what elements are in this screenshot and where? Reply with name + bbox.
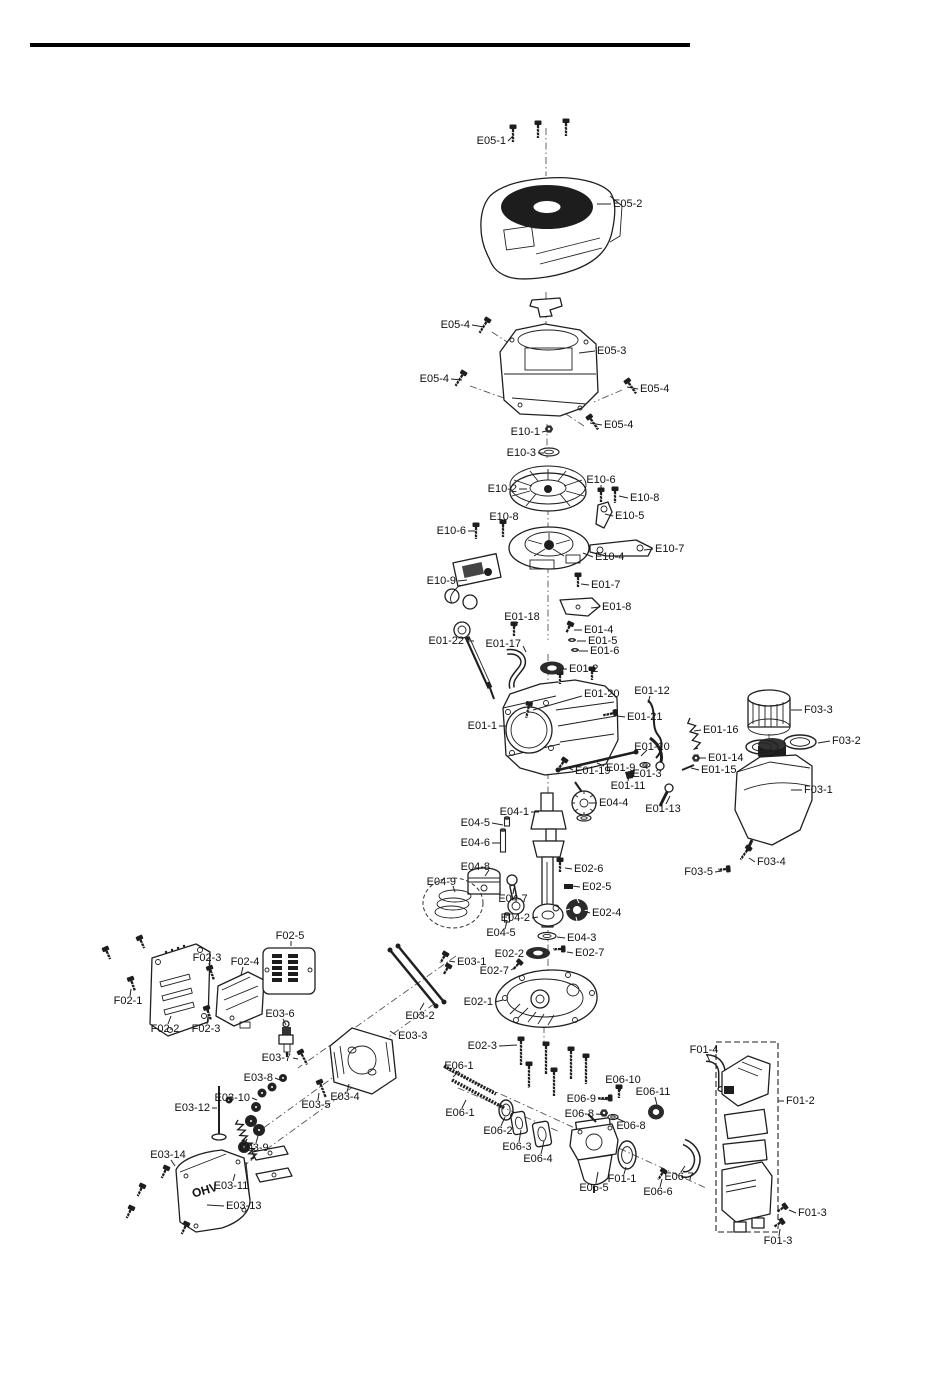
svg-text:E01-18: E01-18 (504, 610, 540, 623)
part-label-e02-6 (565, 863, 603, 875)
svg-text:F02-1: F02-1 (113, 994, 143, 1007)
spring-part (688, 718, 700, 749)
part-label-e03-1 (449, 956, 486, 968)
svg-text:E10-1: E10-1 (510, 425, 540, 438)
svg-text:E01-16: E01-16 (703, 723, 739, 736)
nut-part (692, 754, 700, 761)
bolt-part (296, 1048, 310, 1066)
pin-part (505, 817, 510, 826)
retainer-part (251, 1102, 261, 1112)
svg-text:E05-1: E05-1 (476, 134, 506, 147)
bolt-part (563, 620, 574, 633)
svg-text:E02-2: E02-2 (494, 947, 524, 960)
svg-text:E04-6: E04-6 (460, 836, 490, 849)
bolt-part (543, 1042, 550, 1075)
bolt-part (575, 573, 582, 588)
woodruff-key-shape (564, 884, 573, 889)
svg-text:E03-1: E03-1 (457, 955, 487, 968)
part-label-e03-8 (244, 1072, 280, 1084)
svg-text:F01-4: F01-4 (689, 1043, 719, 1056)
part-label-f03-3 (791, 704, 833, 716)
svg-text:E01-13: E01-13 (645, 802, 681, 815)
part-label-e01-3 (632, 765, 661, 780)
svg-text:E06-10: E06-10 (605, 1073, 641, 1086)
part-label-e04-9 (427, 876, 456, 892)
svg-text:E03-10: E03-10 (214, 1091, 250, 1104)
bolt-part (623, 377, 639, 395)
part-label-e05-4 (441, 319, 484, 331)
nut-part (600, 1109, 608, 1116)
part-label-e01-1 (468, 720, 507, 732)
part-label-e06-8 (616, 1118, 646, 1132)
bolt-part (159, 1164, 171, 1179)
svg-text:E10-6: E10-6 (586, 473, 616, 486)
svg-text:E06-6: E06-6 (643, 1185, 673, 1198)
part-label-e01-21 (617, 711, 662, 723)
part-label-f03-2 (818, 735, 861, 747)
svg-text:E01-5: E01-5 (588, 634, 618, 647)
svg-text:E04-4: E04-4 (599, 796, 629, 809)
bolt-part (441, 962, 453, 975)
svg-text:E06-4: E06-4 (523, 1152, 553, 1165)
svg-text:E06-3: E06-3 (502, 1140, 532, 1153)
pin-part (501, 829, 506, 852)
bolt-part (718, 865, 731, 873)
part-label-e03-6 (265, 1008, 294, 1025)
svg-text:E03-14: E03-14 (150, 1148, 186, 1161)
bolt-part (135, 934, 147, 949)
washer-part (539, 448, 559, 456)
svg-text:E03-4: E03-4 (330, 1090, 360, 1103)
part-label-e01-2 (560, 663, 598, 675)
part-label-e05-1 (477, 135, 513, 147)
svg-text:E01-21: E01-21 (627, 710, 663, 723)
part-label-e01-7 (581, 579, 620, 591)
starter-bracket-shape (530, 298, 562, 317)
svg-text:E01-14: E01-14 (708, 751, 744, 764)
washer-part (538, 933, 556, 940)
part-label-f03-5 (684, 866, 722, 878)
svg-text:F01-2: F01-2 (786, 1094, 815, 1107)
svg-text:E05-4: E05-4 (440, 318, 470, 331)
svg-text:E04-8: E04-8 (460, 860, 490, 873)
bolt-part (585, 413, 601, 431)
svg-text:E01-3: E01-3 (632, 767, 662, 780)
retainer-part (245, 1115, 257, 1127)
svg-text:E03-5: E03-5 (301, 1098, 331, 1111)
part-label-e04-1 (500, 806, 539, 818)
crankcase-cover-shape (496, 970, 597, 1027)
svg-text:E06-1: E06-1 (444, 1059, 474, 1072)
part-label-f02-5 (276, 930, 305, 946)
svg-text:E01-7: E01-7 (591, 578, 621, 591)
svg-text:E10-9: E10-9 (426, 574, 456, 587)
part-label-e01-15 (691, 764, 736, 776)
svg-text:E03-13: E03-13 (226, 1199, 262, 1212)
svg-text:E06-8: E06-8 (564, 1107, 594, 1120)
svg-text:E01-8: E01-8 (602, 600, 632, 613)
bolt-part (583, 1054, 590, 1085)
seal-part (571, 648, 579, 652)
part-label-e01-12 (634, 685, 669, 703)
gasket-ring-part (784, 735, 816, 749)
gasket-ring-part (499, 1100, 513, 1120)
part-label-e10-6 (437, 525, 475, 537)
exhaust-plate-shape (263, 948, 315, 994)
part-label-e04-5 (461, 817, 503, 829)
bolt-part (598, 1094, 613, 1102)
part-label-e10-8 (619, 492, 659, 504)
svg-text:E05-4: E05-4 (604, 418, 634, 431)
part-label-e01-14 (700, 752, 743, 764)
bolt-part (101, 945, 113, 960)
svg-text:E02-6: E02-6 (574, 862, 604, 875)
svg-text:E06-11: E06-11 (635, 1085, 671, 1098)
svg-text:E01-4: E01-4 (584, 623, 614, 636)
part-label-e01-16 (694, 724, 738, 736)
bolt-part (526, 1062, 533, 1089)
bolt-part (612, 487, 619, 504)
svg-text:F02-3: F02-3 (192, 951, 222, 964)
svg-text:E01-20: E01-20 (584, 687, 620, 700)
svg-text:E04-7: E04-7 (498, 892, 528, 905)
svg-text:E05-3: E05-3 (597, 344, 627, 357)
part-label-f02-1 (114, 989, 143, 1007)
flywheel-shape (509, 527, 589, 569)
svg-text:E10-6: E10-6 (436, 524, 466, 537)
svg-text:E01-17: E01-17 (485, 637, 521, 650)
part-label-e10-4 (583, 551, 624, 563)
svg-text:E04-1: E04-1 (499, 805, 529, 818)
svg-text:E01-12: E01-12 (634, 684, 670, 697)
svg-text:F02-2: F02-2 (150, 1022, 180, 1035)
part-label-f01-3 (789, 1207, 827, 1219)
fuel-tank-shape (735, 738, 812, 851)
muffler-shape (216, 972, 264, 1028)
part-label-e02-4 (584, 907, 621, 919)
svg-text:E04-2: E04-2 (500, 911, 530, 924)
bolt-part (557, 858, 564, 873)
bolt-part (124, 1204, 136, 1219)
svg-text:E03-6: E03-6 (265, 1007, 295, 1020)
svg-text:E10-8: E10-8 (489, 510, 519, 523)
bolt-part (453, 369, 468, 388)
bolt-part (563, 119, 570, 137)
svg-text:E01-19: E01-19 (575, 764, 611, 777)
svg-text:E01-1: E01-1 (467, 719, 497, 732)
seal-part (648, 1105, 664, 1120)
retainer-part (279, 1074, 287, 1082)
svg-text:F03-1: F03-1 (804, 783, 833, 796)
bolt-part (127, 976, 139, 992)
svg-text:F03-5: F03-5 (684, 865, 713, 878)
svg-text:F03-3: F03-3 (804, 703, 833, 716)
fuel-cap-shape (748, 690, 790, 735)
svg-text:E01-2: E01-2 (569, 662, 599, 675)
part-label-e02-3 (468, 1040, 517, 1052)
part-label-e03-7 (262, 1052, 298, 1064)
svg-text:F03-2: F03-2 (832, 734, 861, 747)
svg-text:E03-8: E03-8 (243, 1071, 273, 1084)
breather-tube-shape (507, 652, 523, 688)
svg-text:E10-3: E10-3 (506, 446, 536, 459)
part-label-e02-7 (567, 947, 604, 959)
svg-text:E06-7: E06-7 (664, 1170, 694, 1183)
part-label-f01-1 (608, 1167, 637, 1185)
svg-text:E03-11: E03-11 (213, 1179, 249, 1192)
bolt-part (437, 950, 449, 964)
breather-plate-shape (560, 598, 600, 616)
part-label-f03-4 (749, 856, 786, 868)
bolt-part (135, 1182, 147, 1197)
svg-text:E04-5: E04-5 (486, 926, 516, 939)
svg-text:E05-2: E05-2 (613, 197, 643, 210)
svg-text:E06-8: E06-8 (616, 1119, 646, 1132)
svg-text:E06-5: E06-5 (579, 1181, 609, 1194)
bolt-part (535, 121, 542, 139)
air-filter-assembly-shape (716, 1042, 778, 1232)
svg-text:E02-7: E02-7 (575, 946, 605, 959)
svg-text:E10-4: E10-4 (595, 550, 625, 563)
part-label-e01-6 (579, 645, 619, 657)
svg-text:E03-7: E03-7 (261, 1051, 291, 1064)
svg-text:E06-9: E06-9 (566, 1092, 596, 1105)
seal-part (540, 662, 564, 675)
part-label-e03-2 (405, 1003, 434, 1022)
bolt-part (553, 945, 566, 952)
svg-text:E04-3: E04-3 (567, 931, 597, 944)
bolt-part (772, 1217, 785, 1229)
part-label-e01-17 (486, 638, 526, 652)
part-label-e06-7 (664, 1166, 693, 1183)
part-label-e01-18 (504, 611, 539, 628)
bolt-part (477, 316, 492, 335)
svg-text:E06-1: E06-1 (445, 1106, 475, 1119)
svg-text:F02-3: F02-3 (191, 1022, 221, 1035)
retainer-part (258, 1089, 267, 1098)
svg-text:E02-3: E02-3 (467, 1039, 497, 1052)
blower-housing-shape (481, 178, 622, 279)
svg-text:E01-11: E01-11 (610, 779, 646, 792)
governor-gear-shape (572, 782, 596, 815)
part-label-e04-3 (557, 932, 596, 944)
tank-shroud-shape (500, 324, 598, 416)
intake-studs-shape (444, 1066, 504, 1108)
svg-text:OHV: OHV (190, 1179, 220, 1201)
svg-text:F01-3: F01-3 (798, 1206, 827, 1219)
svg-text:F01-3: F01-3 (763, 1234, 793, 1247)
retainer-part (253, 1124, 265, 1136)
part-label-e02-2 (495, 948, 532, 960)
svg-text:E06-2: E06-2 (483, 1124, 513, 1137)
svg-text:E03-2: E03-2 (405, 1009, 435, 1022)
svg-text:E02-1: E02-1 (463, 995, 493, 1008)
bolt-part (568, 1047, 575, 1080)
cylinder-head-shape (330, 1028, 396, 1094)
carb-breather-tube-shape (682, 1142, 697, 1175)
svg-text:F01-1: F01-1 (607, 1172, 637, 1185)
seal-part (568, 638, 576, 642)
svg-text:E10-7: E10-7 (655, 542, 685, 555)
svg-text:E01-15: E01-15 (701, 763, 737, 776)
svg-text:E02-7: E02-7 (479, 964, 509, 977)
part-label-e01-10 (634, 741, 669, 756)
bolt-part (510, 125, 517, 143)
part-label-f02-4 (231, 956, 260, 975)
bolt-part (510, 958, 524, 972)
part-label-e03-10 (215, 1092, 257, 1104)
part-label-e06-11 (636, 1086, 671, 1105)
cam-gear-shape (533, 904, 563, 926)
washer-part (577, 815, 591, 821)
bolt-part (518, 1037, 525, 1066)
bolt-part (551, 1068, 558, 1097)
svg-text:E02-4: E02-4 (592, 906, 622, 919)
svg-text:E10-2: E10-2 (487, 482, 517, 495)
part-label-e03-12 (175, 1102, 217, 1114)
part-label-e10-3 (507, 447, 544, 459)
svg-text:E03-3: E03-3 (398, 1029, 428, 1042)
svg-text:E05-4: E05-4 (640, 382, 670, 395)
svg-text:E04-5: E04-5 (460, 816, 490, 829)
part-label-f01-2 (778, 1095, 815, 1107)
svg-text:E01-9: E01-9 (606, 761, 636, 774)
svg-text:F03-4: F03-4 (757, 855, 786, 868)
part-label-e06-1 (445, 1100, 474, 1119)
part-label-e04-6 (461, 837, 501, 849)
svg-text:E02-5: E02-5 (582, 880, 612, 893)
dipstick-shape (454, 622, 494, 699)
part-label-e02-5 (572, 881, 611, 893)
svg-text:E05-4: E05-4 (419, 372, 449, 385)
svg-text:F02-5: F02-5 (275, 929, 305, 942)
oil-pump-rotor-shape (566, 899, 588, 921)
svg-text:E10-5: E10-5 (615, 509, 645, 522)
svg-text:E10-8: E10-8 (630, 491, 660, 504)
svg-text:E01-22: E01-22 (428, 634, 464, 647)
svg-text:E01-10: E01-10 (634, 740, 670, 753)
part-label-e05-4 (420, 373, 462, 385)
svg-text:F02-4: F02-4 (230, 955, 260, 968)
svg-text:E03-12: E03-12 (174, 1101, 210, 1114)
part-label-e10-1 (511, 426, 547, 438)
part-label-e10-6 (586, 474, 615, 492)
svg-text:E04-9: E04-9 (426, 875, 456, 888)
svg-text:E01-6: E01-6 (590, 644, 620, 657)
washer-part (640, 763, 650, 768)
svg-text:E03-9: E03-9 (239, 1141, 269, 1154)
